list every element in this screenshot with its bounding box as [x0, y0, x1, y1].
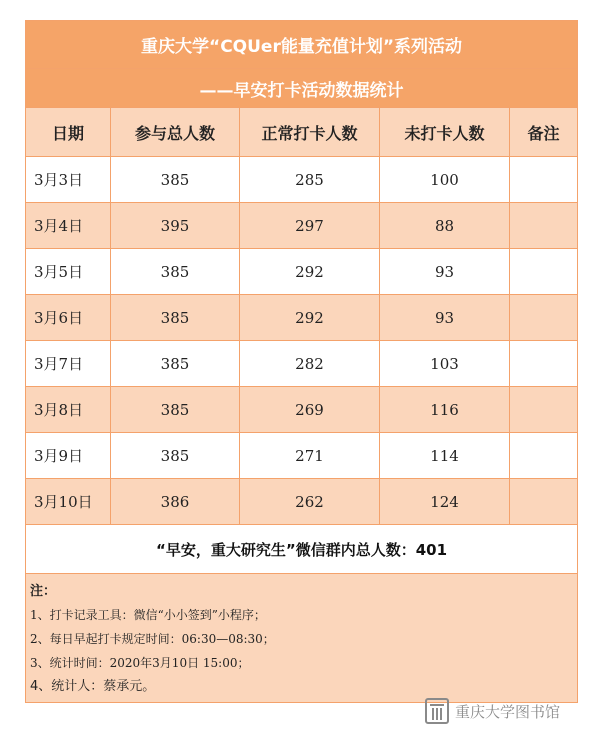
cell-total: 385	[111, 249, 240, 295]
table-title: 重庆大学“CQUer能量充值计划”系列活动	[26, 21, 578, 69]
table-subtitle: ——早安打卡活动数据统计	[26, 69, 578, 108]
notes-section	[26, 574, 578, 703]
cell-note	[510, 341, 578, 387]
cell-total: 385	[111, 387, 240, 433]
cell-date: 3月8日	[26, 387, 111, 433]
note-item: 1、打卡记录工具：微信“小小签到”小程序；	[30, 608, 266, 622]
table-row	[26, 387, 578, 433]
table-row	[26, 341, 578, 387]
cell-total: 395	[111, 203, 240, 249]
table-row	[26, 249, 578, 295]
cell-missed: 100	[380, 157, 510, 203]
note-item: 3、统计时间：2020年3月10日 15:00；	[30, 656, 250, 670]
stats-table-container	[25, 20, 577, 703]
table-row	[26, 479, 578, 525]
cell-checked: 271	[240, 433, 380, 479]
cell-date: 3月9日	[26, 433, 111, 479]
group-total-summary: “早安，重大研究生”微信群内总人数：401	[26, 525, 578, 574]
cell-missed: 88	[380, 203, 510, 249]
cell-note	[510, 157, 578, 203]
header-row	[26, 108, 578, 157]
cell-note	[510, 249, 578, 295]
watermark-text: 重庆大学图书馆	[455, 702, 561, 721]
library-logo-icon	[425, 698, 449, 724]
cell-total: 386	[111, 479, 240, 525]
cell-missed: 103	[380, 341, 510, 387]
cell-date: 3月5日	[26, 249, 111, 295]
notes-title: 注：	[30, 584, 57, 599]
col-header-note: 备注	[510, 108, 578, 157]
cell-note	[510, 387, 578, 433]
table-row	[26, 203, 578, 249]
cell-checked: 262	[240, 479, 380, 525]
cell-total: 385	[111, 295, 240, 341]
cell-total: 385	[111, 341, 240, 387]
cell-total: 385	[111, 433, 240, 479]
cell-checked: 297	[240, 203, 380, 249]
cell-missed: 114	[380, 433, 510, 479]
cell-missed: 93	[380, 249, 510, 295]
col-header-total: 参与总人数	[111, 108, 240, 157]
table-row	[26, 157, 578, 203]
col-header-missed: 未打卡人数	[380, 108, 510, 157]
cell-date: 3月7日	[26, 341, 111, 387]
cell-missed: 124	[380, 479, 510, 525]
checkin-stats-table	[25, 20, 578, 703]
library-watermark	[425, 698, 560, 724]
cell-checked: 269	[240, 387, 380, 433]
col-header-date: 日期	[26, 108, 111, 157]
cell-checked: 282	[240, 341, 380, 387]
table-row	[26, 295, 578, 341]
cell-note	[510, 295, 578, 341]
cell-note	[510, 433, 578, 479]
cell-date: 3月6日	[26, 295, 111, 341]
cell-note	[510, 479, 578, 525]
note-item: 2、每日早起打卡规定时间：06:30—08:30；	[30, 632, 275, 646]
note-item: 4、统计人：蔡承元。	[30, 679, 156, 694]
table-row	[26, 433, 578, 479]
cell-total: 385	[111, 157, 240, 203]
cell-missed: 93	[380, 295, 510, 341]
cell-date: 3月3日	[26, 157, 111, 203]
cell-checked: 285	[240, 157, 380, 203]
cell-date: 3月4日	[26, 203, 111, 249]
cell-checked: 292	[240, 295, 380, 341]
col-header-checked: 正常打卡人数	[240, 108, 380, 157]
cell-date: 3月10日	[26, 479, 111, 525]
cell-note	[510, 203, 578, 249]
cell-missed: 116	[380, 387, 510, 433]
cell-checked: 292	[240, 249, 380, 295]
